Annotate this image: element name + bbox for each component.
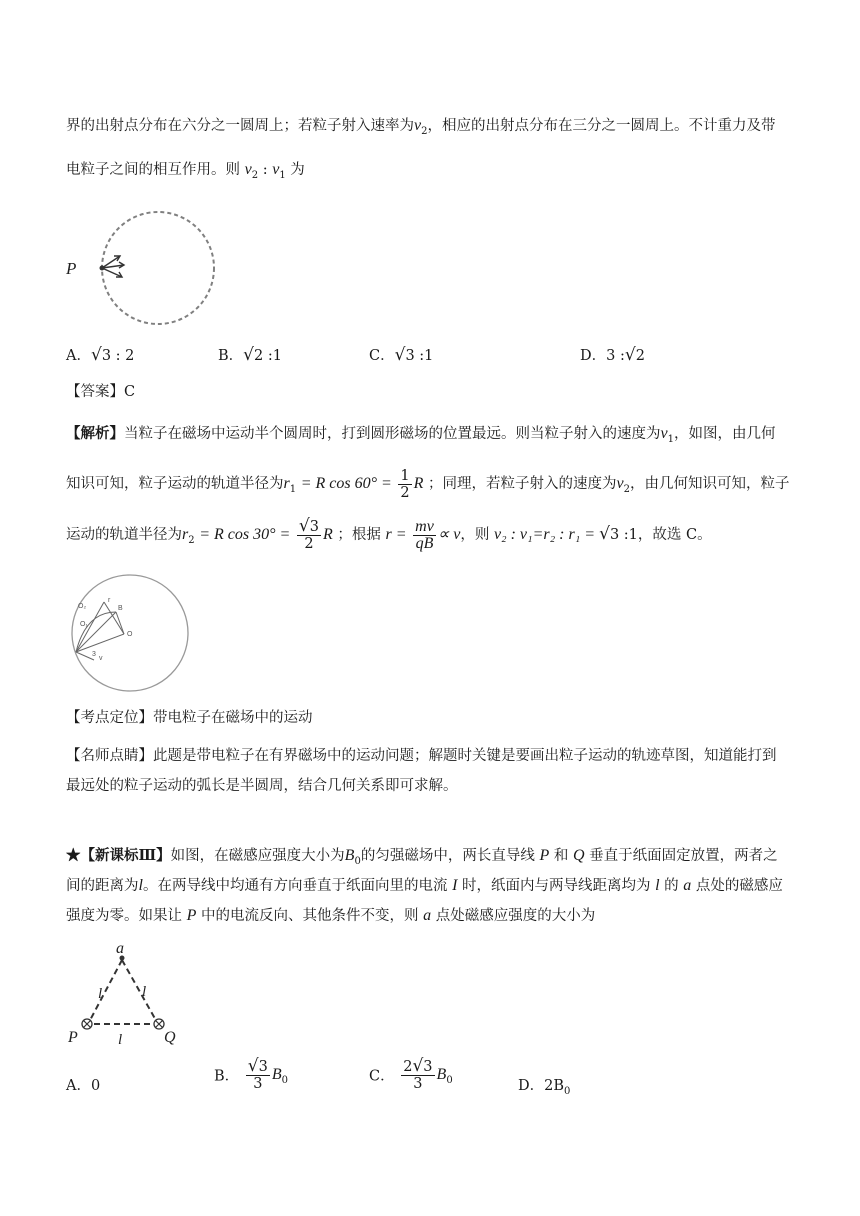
- wire-p: [82, 1019, 92, 1029]
- p1-line1-b: ，相应的出射点分布在三分之一圆周上。不计重力及带: [427, 118, 776, 134]
- svg-text:l: l: [118, 1032, 123, 1048]
- dashed-circle: [102, 212, 214, 324]
- label-p: P: [66, 259, 77, 278]
- p2-option-d[interactable]: D．$2B_0$: [518, 1078, 571, 1097]
- p2-line2: 间的距离为l。在两导线中均通有方向垂直于纸面向里的电流 I 时，纸面内与两导线距离均为 l 的 a 点处的磁感应: [66, 877, 783, 894]
- p1-analysis-line3: 运动的轨道半径为$r_2 = R$ cos 30° = $\frac{√3}{2}$ R ；根据 r = $\frac{mv}{qB}$ ∝ v，则 v₂ : v₁=r₂ : r₁ = √3 :1，故选 C。: [66, 516, 712, 552]
- wire-q: [154, 1019, 164, 1029]
- svg-text:3: 3: [92, 651, 96, 658]
- p1-solution-figure: [64, 572, 194, 694]
- p1-kaodian: 【考点定位】带电粒子在磁场中的运动: [66, 710, 313, 726]
- p2-figure-triangle: [62, 938, 192, 1050]
- p2-option-b[interactable]: B． $\frac{√3}{3}$ $B_0$: [214, 1056, 288, 1092]
- p2-line3: 强度为零。如果让 P 中的电流反向、其他条件不变，则 a 点处磁感应强度的大小为: [66, 907, 596, 924]
- svg-text:r: r: [108, 597, 111, 604]
- svg-text:P: P: [68, 1029, 78, 1046]
- p2-line1: ★【新课标Ⅲ】如图，在磁感应强度大小为$B_0$的匀强磁场中，两长直导线 P 和 Q 垂直于纸面固定放置，两者之: [66, 847, 778, 867]
- p1-answer: 【答案】C: [66, 384, 136, 400]
- trajectory-lines: [76, 602, 124, 660]
- p1-line1-a: 界的出射点分布在六分之一圆周上；若粒子射入速率为: [66, 118, 414, 134]
- svg-text:l: l: [142, 984, 147, 1000]
- p1-mingshi-line2: 最远处的粒子运动的弧长是半圆周，结合几何关系即可求解。: [66, 778, 458, 794]
- svg-text:Q: Q: [164, 1029, 176, 1046]
- frac-mv-qb: $\frac{mv}{qB}$: [415, 517, 434, 552]
- p1-mingshi-line1: 【名师点睛】此题是带电粒子在有界磁场中的运动问题；解题时关键是要画出粒子运动的轨迹草图，知道能打到: [66, 748, 777, 764]
- p1-line2: 电粒子之间的相互作用。则 $v_2$ : $v_1$ 为: [66, 161, 305, 181]
- svg-text:a: a: [116, 940, 124, 957]
- p1-line1: 界的出射点分布在六分之一圆周上；若粒子射入速率为$v_2$，相应的出射点分布在三分之一圆周上。不计重力及带: [66, 117, 776, 137]
- p1-option-a[interactable]: A．√3 : 2: [66, 345, 135, 365]
- p1-figure-circle: [62, 205, 222, 330]
- p1-option-d[interactable]: D．3 :√2: [580, 345, 645, 365]
- p1-analysis-line1: 【解析】当粒子在磁场中运动半个圆周时，打到圆形磁场的位置最远。则当粒子射入的速度为$v_1$，如图，由几何: [66, 425, 776, 445]
- p1-option-c[interactable]: C．√3 :1: [369, 345, 434, 365]
- triangle-labels: [67, 940, 176, 1048]
- p2-option-a[interactable]: A．0: [66, 1078, 101, 1094]
- svg-text:l: l: [98, 986, 103, 1002]
- p2-option-c[interactable]: C． $\frac{2√3}{3}$ $B_0$: [369, 1056, 453, 1092]
- velocity-arrows: [102, 256, 124, 277]
- frac-half: $\frac{1}{2}$: [400, 467, 410, 501]
- solution-figure-labels: [78, 597, 133, 662]
- svg-text:O₁: O₁: [80, 621, 88, 628]
- p1-option-b[interactable]: B．√2 :1: [218, 345, 282, 365]
- frac-sqrt3-over-2: $\frac{√3}{2}$: [298, 516, 319, 552]
- svg-text:O₂: O₂: [78, 603, 87, 610]
- svg-text:v: v: [99, 655, 103, 662]
- svg-text:O: O: [127, 631, 133, 638]
- svg-text:B: B: [118, 605, 123, 612]
- p1-analysis-line2: 知识可知，粒子运动的轨道半径为$r_1 = R$ cos 60° = $\frac{1}{2}$ R ；同理，若粒子射入的速度为$v_2$，由几何知识可知，粒子: [66, 467, 790, 501]
